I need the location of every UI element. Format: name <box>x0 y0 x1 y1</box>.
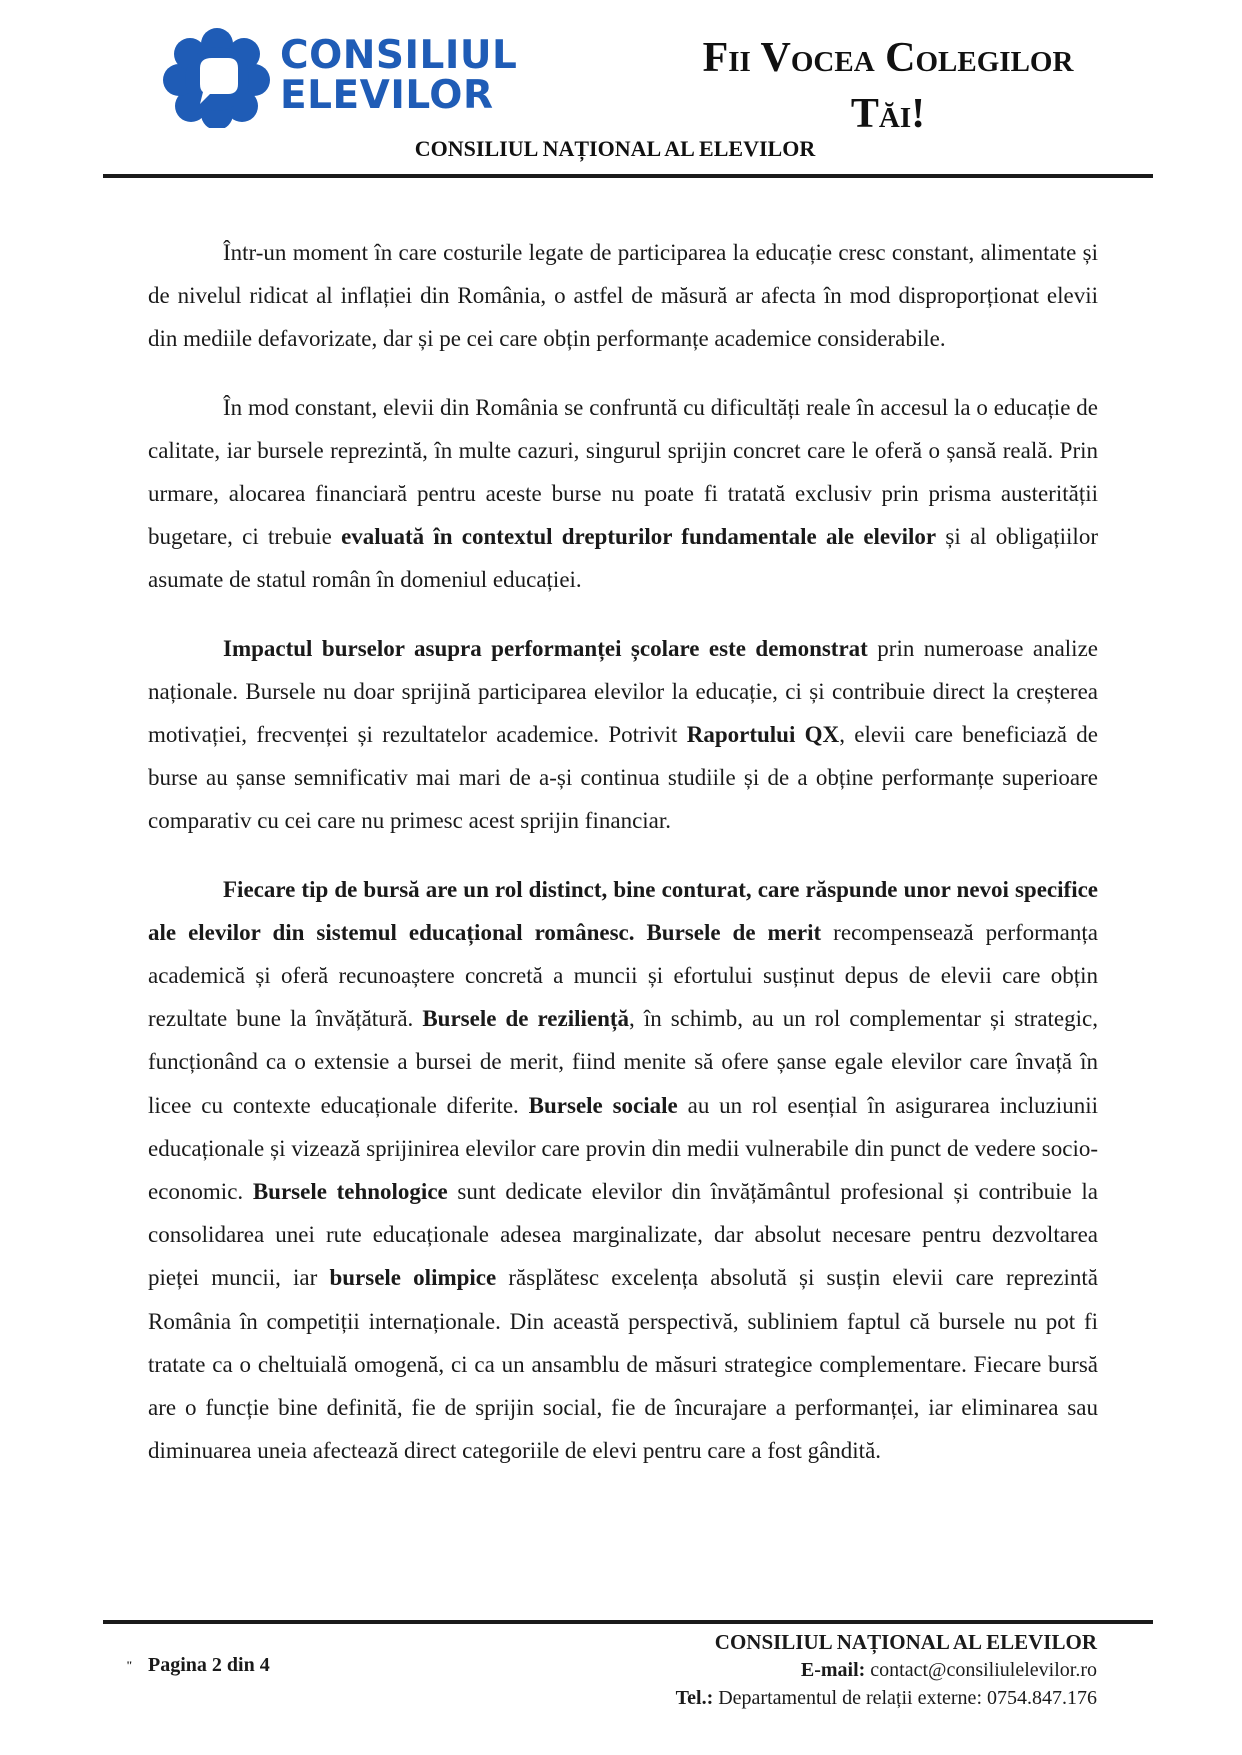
logo-wordmark <box>280 33 518 118</box>
logo <box>158 22 518 132</box>
paragraph-3-lead: Impactul burselor asupra performanței școlare este demonstrat <box>223 635 868 661</box>
paragraph-2 <box>148 386 1098 602</box>
paragraph-4-lead: Fiecare tip de bursă are un rol distinct, bine conturat, care răspunde unor nevoi specifice ale elevilor din sistemul educațional românesc. Bursele de merit <box>148 876 1098 945</box>
slogan <box>668 30 1108 142</box>
paragraph-1 <box>148 231 1098 361</box>
paragraph-3-text-end: , elevii care beneficiază de burse au șanse semnificativ mai mari de a-și continua studiile și de a obține performanțe superioare comparativ cu cei care nu primesc acest sprijin financiar. <box>148 722 1098 834</box>
resilience-scholarship-text: , în schimb, au un rol complementar și strategic, funcționând ca o extensie a bursei de merit, fiind menite să ofere șanse egale elevilor care învață în licee cu contexte educaționale diferite. <box>148 1006 1098 1118</box>
paragraph-2-text-end: și al obligațiilor asumate de statul român în domeniul educației. <box>148 524 1098 593</box>
paragraph-3 <box>148 627 1098 843</box>
footer-phone-line <box>676 1684 1097 1712</box>
slogan-line-1: Fii Vocea Colegilor <box>702 35 1074 81</box>
footer-divider <box>103 1620 1153 1624</box>
paragraph-2-text: În mod constant, elevii din România se confruntă cu dificultăți reale în accesul la o educație de calitate, iar bursele reprezintă, în multe cazuri, singurul sprijin concret care le oferă o șansă reală. Prin urmare, alocarea financiară pentru aceste burse nu poate fi tratată exclusiv prin prisma austerității bugetare, ci trebuie <box>148 394 1098 550</box>
technological-scholarship-label: Bursele tehnologice <box>252 1179 448 1205</box>
document-body <box>148 231 1098 1497</box>
olympic-scholarship-label: bursele olimpice <box>329 1265 497 1291</box>
footer-org-name: CONSILIUL NAȚIONAL AL ELEVILOR <box>714 1630 1097 1654</box>
email-label: E-mail: <box>800 1659 866 1681</box>
social-scholarship-text: au un rol esențial în asigurarea incluziunii educaționale și vizează sprijinirea elevilor care provin din medii vulnerabile din punct de vedere socio-economic. <box>148 1092 1098 1205</box>
paragraph-4 <box>148 868 1098 1473</box>
paragraph-4-text-end: răsplătesc excelența absolută și susțin elevii care reprezintă România în competiții internaționale. Din această perspectivă, subliniem faptul că bursele nu pot fi tratate ca o cheltuială omogenă, ci ca un ansamblu de măsuri strategice complementare. Fiecare bursă are o funcție bine definită, fie de sprijin social, fie de încurajare a performanței, iar eliminarea sau diminuarea uneia afectează direct categoriile de elevi pentru care a fost gândită. <box>148 1265 1098 1464</box>
paragraph-2-emphasis: evaluată în contextul drepturilor fundamentale ale elevilor <box>341 524 937 550</box>
footer-mark: " <box>126 1658 133 1672</box>
paragraph-3-text: prin numeroase analize naționale. Bursele nu doar sprijină participarea elevilor la educație, ci și contribuie direct la creșterea motivației, frecvenței și rezultatelor academice. Potrivit <box>148 635 1098 748</box>
merit-scholarship-text: recompensează performanța academică și oferă recunoaștere concretă a muncii și efortului susținut depus de elevii care obțin rezultate bune la învățătură. <box>148 919 1098 1032</box>
logo-line-2: ELEVILOR <box>280 73 494 118</box>
phone-value: Departamentul de relații externe: 0754.847.176 <box>718 1687 1097 1709</box>
technological-scholarship-text: sunt dedicate elevilor din învățământul profesional și contribuie la consolidarea unei rute educaționale adesea marginalizate, dar absolut necesare pentru dezvoltarea pieței muncii, iar <box>148 1179 1099 1291</box>
paragraph-1-text: Într-un moment în care costurile legate de participarea la educație cresc constant, alimentate și de nivelul ridicat al inflației din România, o astfel de măsură ar afecta în mod disproporționat elevii din mediile defavorizate, dar și pe cei care obțin performanțe academice considerabile. <box>148 240 1098 352</box>
phone-label: Tel.: <box>675 1687 714 1709</box>
logo-line-1: CONSILIUL <box>280 33 518 78</box>
resilience-scholarship-label: Bursele de reziliență <box>422 1006 630 1032</box>
flower-speech-bubble-icon <box>158 28 276 128</box>
header-org-name: CONSILIUL NAȚIONAL AL ELEVILOR <box>414 136 816 161</box>
footer-contact <box>676 1628 1097 1712</box>
footer-email-line <box>676 1656 1097 1684</box>
email-address[interactable]: contact@consiliulelevilor.ro <box>870 1659 1097 1681</box>
slogan-line-2: Tăi! <box>850 91 926 137</box>
report-reference: Raportului QX <box>686 722 840 748</box>
social-scholarship-label: Bursele sociale <box>528 1092 678 1118</box>
page-number: Pagina 2 din 4 <box>148 1654 270 1676</box>
header-divider <box>103 174 1153 178</box>
